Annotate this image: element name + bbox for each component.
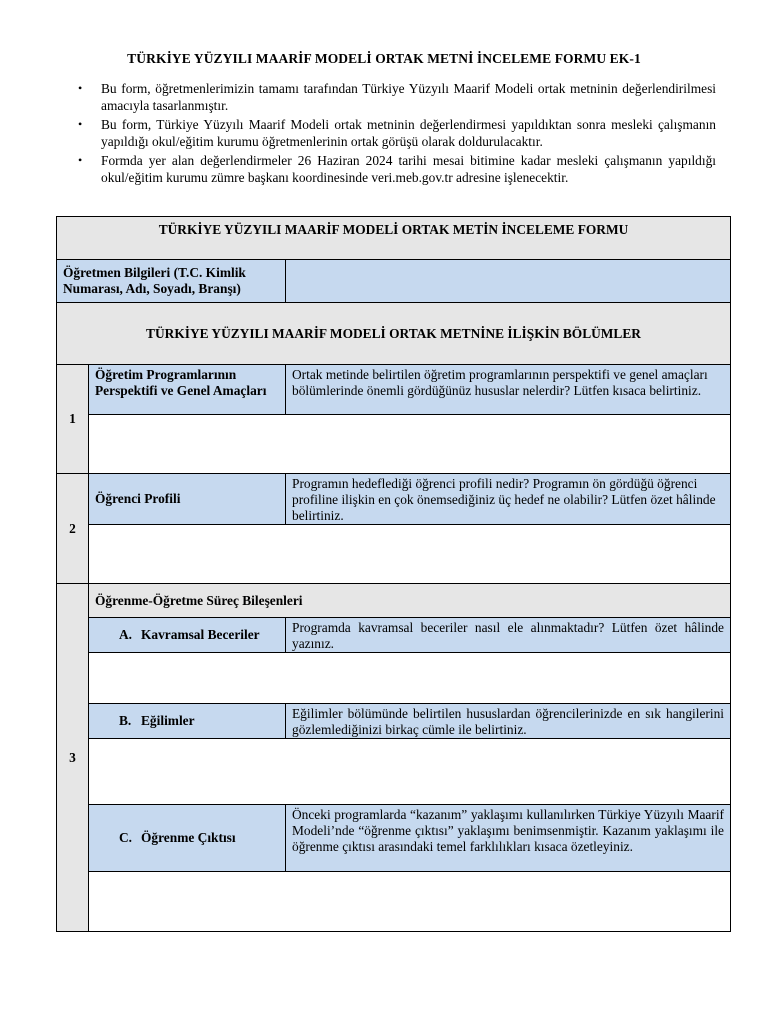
section-question: Programın hedeflediği öğrenci profili nedir? Programın ön gördüğü öğrenci profiline ilişkin en çok önemsediğiniz üç hedef ne olabilir? Lütfen özet hâlinde belirtiniz. [286, 474, 731, 525]
subsection-title [89, 805, 286, 872]
sections-header: TÜRKİYE YÜZYILI MAARİF MODELİ ORTAK METNİNE İLİŞKİN BÖLÜMLER [57, 303, 731, 365]
subsection-answer-field[interactable] [89, 872, 731, 932]
teacher-info-field[interactable] [286, 260, 731, 303]
instructions-list [78, 80, 716, 186]
section-title: Öğrenme-Öğretme Süreç Bileşenleri [89, 584, 731, 618]
section-title: Öğretim Programlarının Perspektifi ve Genel Amaçları [89, 365, 286, 415]
subsection-title [89, 704, 286, 739]
teacher-info-label: Öğretmen Bilgileri (T.C. Kimlik Numarası, Adı, Soyadı, Branşı) [57, 260, 286, 303]
subsection-letter: B. [119, 713, 132, 728]
subsection-label: Kavramsal Beceriler [141, 627, 260, 642]
subsection-label: Eğilimler [141, 713, 195, 728]
subsection-answer-field[interactable] [89, 653, 731, 704]
subsection-label: Öğrenme Çıktısı [141, 830, 236, 845]
instruction-item [78, 80, 716, 114]
document-title: TÜRKİYE YÜZYILI MAARİF MODELİ ORTAK METNİ İNCELEME FORMU EK-1 [127, 51, 641, 66]
bullet-icon: • [78, 153, 83, 167]
section-title: Öğrenci Profili [89, 474, 286, 525]
subsection-letter: A. [119, 627, 133, 642]
section-answer-field[interactable] [89, 525, 731, 584]
subsection-title [89, 618, 286, 653]
section-number: 1 [57, 365, 89, 474]
subsection-letter: C. [119, 830, 133, 845]
subsection-question: Eğilimler bölümünde belirtilen hususlardan öğrencilerinizde en sık hangilerini gözlemlediğinizi birkaç cümle ile belirtiniz. [286, 704, 731, 739]
instruction-text: Bu form, Türkiye Yüzyılı Maarif Modeli ortak metninin değerlendirmesi yapıldıktan sonra mesleki çalışmanın yapıldığı okul/eğitim kurumu öğretmenlerinin ortak görüşü olarak doldurulacaktır. [101, 117, 716, 149]
section-number: 2 [57, 474, 89, 584]
instruction-item [78, 116, 716, 150]
form-header: TÜRKİYE YÜZYILI MAARİF MODELİ ORTAK METİN İNCELEME FORMU [57, 217, 731, 260]
bullet-icon: • [78, 81, 83, 95]
bullet-icon: • [78, 117, 83, 131]
section-number: 3 [57, 584, 89, 932]
instruction-text: Bu form, öğretmenlerimizin tamamı tarafından Türkiye Yüzyılı Maarif Modeli ortak metninin değerlendirilmesi amacıyla tasarlanmıştır. [101, 81, 716, 113]
instruction-text: Formda yer alan değerlendirmeler 26 Haziran 2024 tarihi mesai bitimine kadar mesleki çalışmanın yapıldığı okul/eğitim kurumu zümre başkanı koordinesinde veri.meb.gov.tr adresine işlenecektir. [101, 153, 716, 185]
subsection-question: Programda kavramsal beceriler nasıl ele alınmaktadır? Lütfen özet hâlinde yazınız. [286, 618, 731, 653]
section-question: Ortak metinde belirtilen öğretim programlarının perspektifi ve genel amaçları bölümlerinde önemli gördüğünüz hususlar nelerdir? Lütfen kısaca belirtiniz. [286, 365, 731, 415]
subsection-question: Önceki programlarda “kazanım” yaklaşımı kullanılırken Türkiye Yüzyılı Maarif Modeli’nde “öğrenme çıktısı” yaklaşımı benimsenmiştir. Kazanım yaklaşımı ile öğrenme çıktısı arasındaki temel farklılıkları kısaca özetleyiniz. [286, 805, 731, 872]
subsection-answer-field[interactable] [89, 739, 731, 805]
section-answer-field[interactable] [89, 415, 731, 474]
evaluation-form-table [56, 216, 731, 932]
instruction-item [78, 152, 716, 186]
